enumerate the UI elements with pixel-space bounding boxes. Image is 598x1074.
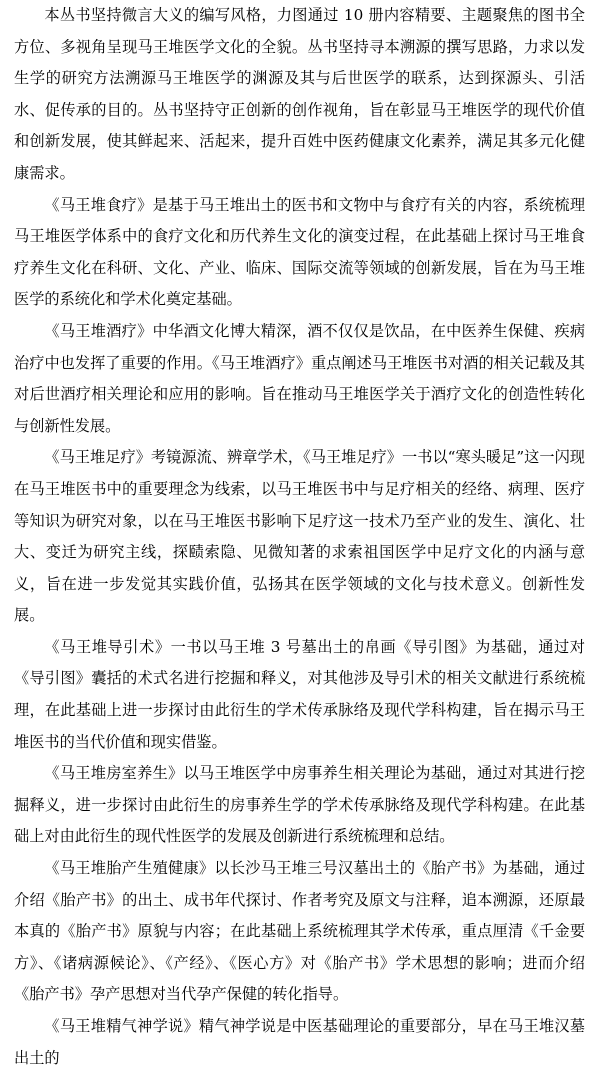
- paragraph-jing-qi-shen: 《马王堆精气神学说》精气神学说是中医基础理论的重要部分，早在马王堆汉墓出土的: [14, 1017, 585, 1067]
- paragraph-food-therapy: 《马王堆食疗》是基于马王堆出土的医书和文物中与食疗有关的内容，系统梳理马王堆医学体系中的食疗文化和历代养生文化的演变过程，在此基础上探讨马王堆食疗养生文化在科研、文化、产业、临床、国际交流等领域的创新发展，旨在为马王堆医学的系统化和学术化奠定基础。: [14, 195, 585, 309]
- paragraph-bedroom-health: 《马王堆房室养生》以马王堆医学中房事养生相关理论为基础，通过对其进行挖掘释义，进一步探讨由此衍生的房事养生学的学术传承脉络及现代学科构建。在此基础上对由此衍生的现代性医学的发展及创新进行系统梳理和总结。: [14, 764, 585, 846]
- paragraph-series-overview: 本丛书坚持微言大义的编写风格，力图通过 10 册内容精要、主题聚焦的图书全方位、多视角呈现马王堆医学文化的全貌。丛书坚持寻本溯源的撰写思路，力求以发生学的研究方法溯源马王堆医学的渊源及其与后世医学的联系，达到探源头、引活水、促传承的目的。丛书坚持守正创新的创作视角，旨在彰显马王堆医学的现代价值和创新发展，使其鲜起来、活起来，提升百姓中医药健康文化素养，满足其多元化健康需求。: [14, 6, 585, 182]
- document-body: [14, 0, 585, 1074]
- paragraph-wine-therapy: 《马王堆酒疗》中华酒文化博大精深，酒不仅仅是饮品，在中医养生保健、疾病治疗中也发挥了重要的作用。《马王堆酒疗》重点阐述马王堆医书对酒的相关记载及其对后世酒疗相关理论和应用的影响。旨在推动马王堆医学关于酒疗文化的创造性转化与创新性发展。: [14, 321, 585, 435]
- paragraph-foot-therapy: 《马王堆足疗》考镜源流、辨章学术，《马王堆足疗》一书以“寒头暖足”这一闪现在马王堆医书中的重要理念为线索，以马王堆医书中与足疗相关的经络、病理、医疗等知识为研究对象，以在马王堆医书影响下足疗这一技术乃至产业的发生、演化、壮大、变迁为研究主线，探赜索隐、见微知著的求索祖国医学中足疗文化的内涵与意义，旨在进一步发觉其实践价值，弘扬其在医学领域的文化与技术意义。创新性发展。: [14, 448, 585, 625]
- paragraph-daoyin: 《马王堆导引术》一书以马王堆 3 号墓出土的帛画《导引图》为基础，通过对《导引图》囊括的术式名进行挖掘和释义，对其他涉及导引术的相关文献进行系统梳理，在此基础上进一步探讨由此衍生的学术传承脉络及现代学科构建，旨在揭示马王堆医书的当代价值和现实借鉴。: [14, 637, 585, 751]
- paragraph-reproductive-health: 《马王堆胎产生殖健康》以长沙马王堆三号汉墓出土的《胎产书》为基础，通过介绍《胎产书》的出土、成书年代探讨、作者考究及原文与注释，追本溯源，还原最本真的《胎产书》原貌与内容；在此基础上系统梳理其学术传承，重点厘清《千金要方》、《诸病源候论》、《产经》、《医心方》对《胎产书》学术思想的影响；进而介绍《胎产书》孕产思想对当代孕产保健的转化指导。: [14, 859, 585, 1004]
